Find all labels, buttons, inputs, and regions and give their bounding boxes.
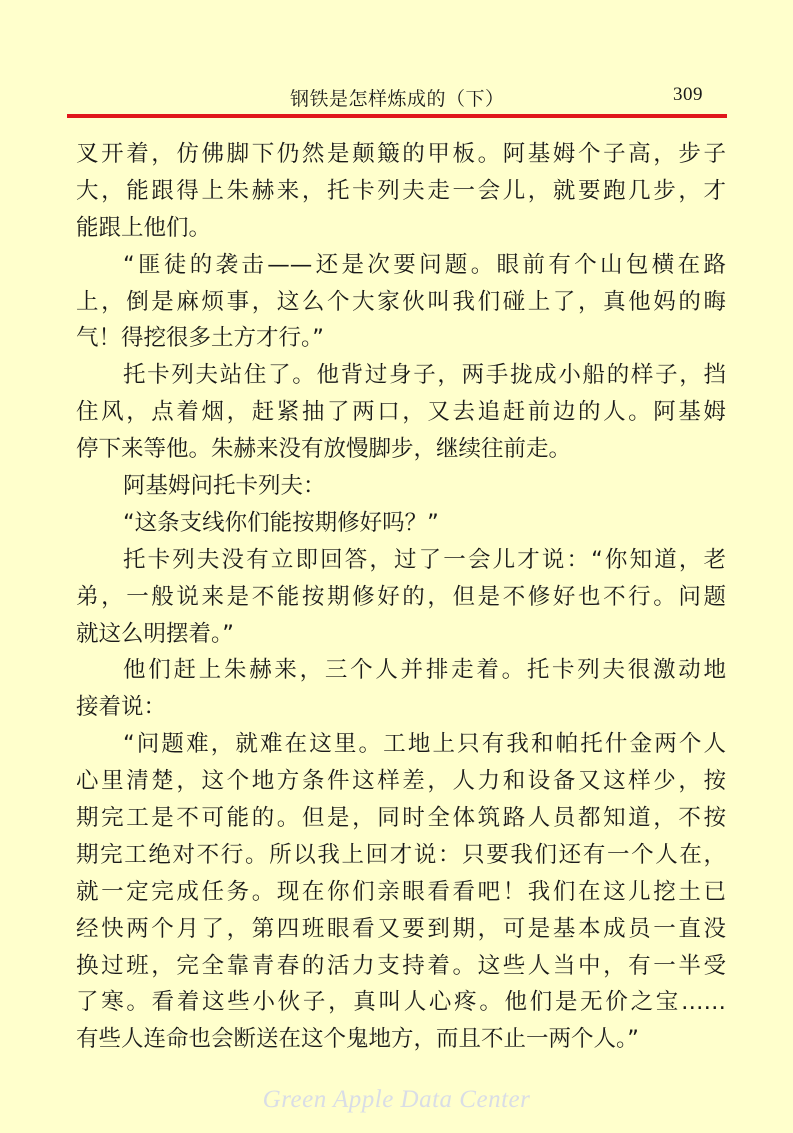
text-line: 上，倒是麻烦事，这么个大家伙叫我们碰上了，真他妈的晦 [76,288,726,315]
text-line: 托卡列夫站住了。他背过身子，两手拢成小船的样子，挡 [123,362,726,389]
text-line: 期完工是不可能的。但是，同时全体筑路人员都知道，不按 [76,805,726,832]
header-rule [67,114,727,118]
body-text [76,136,726,1058]
text-line: 了寒。看着这些小伙子，真叫人心疼。他们是无价之宝…… [76,989,726,1016]
text-line: 阿基姆问托卡列夫： [123,473,326,500]
text-line: 就这么明摆着。” [76,620,234,647]
text-line: “匪徒的袭击——还是次要问题。眼前有个山包横在路 [123,251,726,278]
page-number: 309 [673,84,703,105]
text-line: 接着说： [76,694,167,721]
text-line: 换过班，完全靠青春的活力支持着。这些人当中，有一半受 [76,952,726,979]
text-line: “这条支线你们能按期修好吗？” [123,509,439,536]
watermark: Green Apple Data Center [262,1086,531,1113]
text-line: 叉开着，仿佛脚下仍然是颠簸的甲板。阿基姆个子高，步子 [76,141,726,167]
page-header [67,80,727,112]
text-line: 心里清楚，这个地方条件这样差，人力和设备又这样少，按 [76,768,726,795]
text-line: 气！得挖很多土方才行。” [76,325,324,352]
text-line: 托卡列夫没有立即回答，过了一会儿才说：“你知道，老 [123,546,726,573]
text-line: 他们赶上朱赫来，三个人并排走着。托卡列夫很激动地 [123,657,726,684]
text-line: 能跟上他们。 [76,214,212,241]
text-line: “问题难，就难在这里。工地上只有我和帕托什金两个人 [123,731,726,758]
text-line: 期完工绝对不行。所以我上回才说：只要我们还有一个人在， [76,841,726,868]
text-line: 大，能跟得上朱赫来，托卡列夫走一会儿，就要跑几步，才 [76,177,726,204]
text-line: 有些人连命也会断送在这个鬼地方，而且不止一两个人。” [76,1026,639,1053]
text-line: 弟，一般说来是不能按期修好的，但是不修好也不行。问题 [76,583,726,610]
text-line: 经快两个月了，第四班眼看又要到期，可是基本成员一直没 [76,915,726,942]
text-line: 停下来等他。朱赫来没有放慢脚步，继续往前走。 [76,436,572,463]
text-line: 就一定完成任务。现在你们亲眼看看吧！我们在这儿挖土已 [76,878,726,905]
text-line: 住风，点着烟，赶紧抽了两口，又去追赶前边的人。阿基姆 [76,399,726,426]
running-title: 钢铁是怎样炼成的（下） [290,88,505,110]
